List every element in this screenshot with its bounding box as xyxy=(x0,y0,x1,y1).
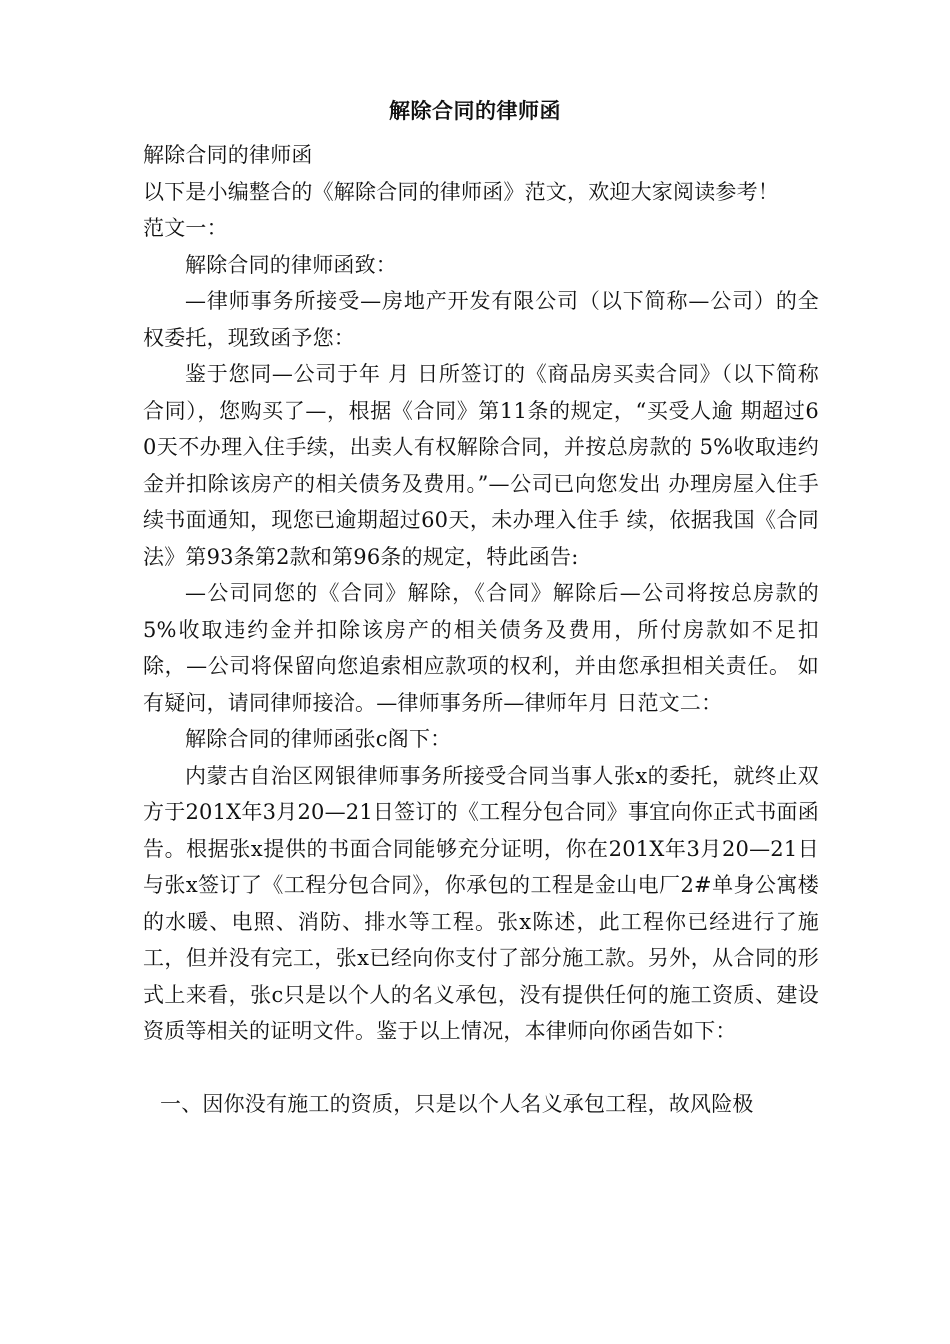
subtitle-paragraph: 解除合同的律师函 xyxy=(143,143,313,167)
letter-one-salutation: 解除合同的律师函致： xyxy=(185,252,397,277)
sample-one-heading: 范文一： xyxy=(143,216,228,240)
letter-two-paragraph-1: 内蒙古自治区网银律师事务所接受合同当事人张x的委托，就终止双方于201X年3月20—21日签订的《工程分包合同》事宜向你正式书面函告。根据张x提供的书面合同能够充分证明，你在201X年3月20—21日与张x签订了《工程分包合同》，你承包的工程是金山电厂2#单身公寓楼的水暖、电照、消防、排水等工程。张x陈述，此工程你已经进行了施工，但并没有完工，张x已经向你支付了部分施工款。另外，从合同的形式上来看，张c只是以个人的名义承包，没有提供任何的施工资质、建设资质等相关的证明文件。鉴于以上情况，本律师向你函告如下： xyxy=(143,763,819,1043)
letter-two-item-1: 一、因你没有施工的资质，只是以个人名义承包工程，故风险极 xyxy=(160,1092,754,1116)
document-body xyxy=(143,137,819,1123)
intro-paragraph: 以下是小编整合的《解除合同的律师函》范文，欢迎大家阅读参考！ xyxy=(143,179,779,204)
document-title: 解除合同的律师函 xyxy=(389,99,561,123)
letter-one-paragraph-1: —律师事务所接受—房地产开发有限公司（以下简称—公司）的全权委托，现致函予您： xyxy=(143,289,819,350)
letter-one-paragraph-2: 鉴于您同—公司于年 月 日所签订的《商品房买卖合同》（以下简称合同），您购买了—，根据《合同》第11条的规定，“买受人逾 期超过60天不办理入住手续，出卖人有权解除合同，并按总房款的 5%收取违约金并扣除该房产的相关债务及费用。”—公司已向您发出 办理房屋入住手续书面通知，现您已逾期超过60天，未办理入住手 续，依据我国《合同法》第93条第2款和第96条的规定，特此函告: xyxy=(143,362,819,569)
letter-one-paragraph-3: —公司同您的《合同》解除，《合同》解除后—公司将按总房款的 5%收取违约金并扣除该房产的相关债务及费用，所付房款如不足扣 除，—公司将保留向您追索相应款项的权利，并由您承担相关责任。 如有疑问，请同律师接洽。—律师事务所—律师年月 日范文二： xyxy=(143,581,819,715)
letter-two-salutation: 解除合同的律师函张c阁下： xyxy=(185,727,452,751)
